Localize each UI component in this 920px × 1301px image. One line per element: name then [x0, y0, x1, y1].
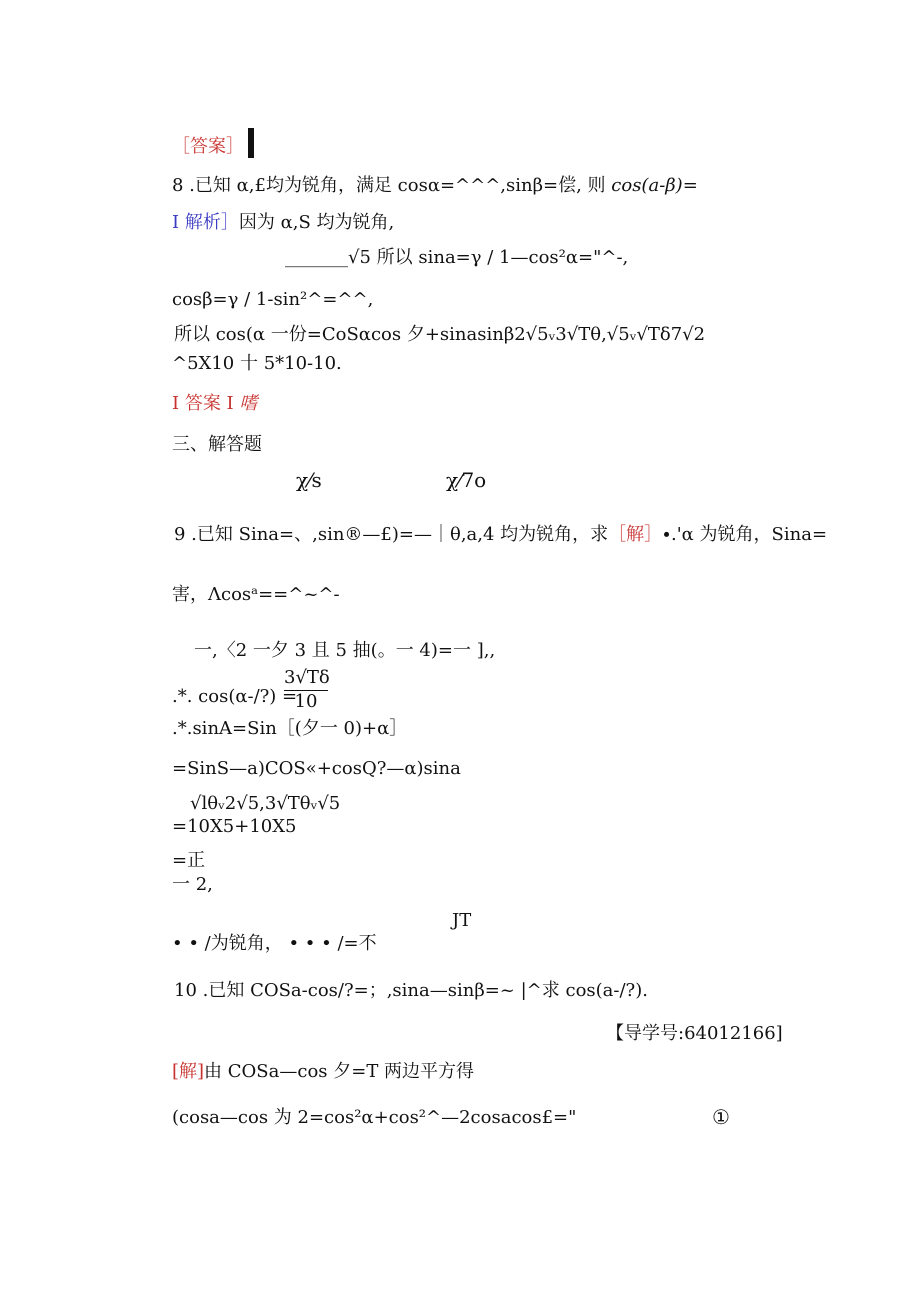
- analysis-8-line-4: 所以 cos(α 一份=CoSαcos 夕+sinasinβ2√5ᵥ3√Tθ,√5ᵥ√Tδ7√2: [174, 324, 706, 345]
- solution-9-line-1: 害，Λcosᵃ==^~^-: [172, 584, 340, 605]
- analysis-text: 因为 α,S 均为锐角,: [238, 212, 395, 233]
- equation-number-1: ①: [712, 1105, 730, 1129]
- fraction-3rt10-over-10: [284, 669, 328, 711]
- solution-label-10: [解]: [172, 1061, 205, 1082]
- solution-9-line-10: • • /为锐角， • • • /=不: [172, 933, 377, 954]
- solution-9-line-7: =10X5+10X5: [172, 816, 297, 837]
- solution-9-line-4: .*.sinA=Sin［(夕一 0)+α］: [172, 718, 408, 739]
- fraction-numerator: 3√Tδ: [284, 667, 330, 688]
- solution-9-line-9: 一 2,: [172, 874, 213, 895]
- solution-10-line-2: (cosa—cos 为 2=cos²α+cos²^—2cosacos£=": [172, 1107, 577, 1128]
- solution-10-line-1: [解]由 COSa—cos 夕=T 两边平方得: [172, 1061, 475, 1082]
- problem-8-stem: 8 .已知 α,£均为锐角，满足 cosα=^^^,sinβ=偿, 则 cos(a-β)=: [172, 175, 698, 196]
- answer-bar-mark: [248, 128, 254, 158]
- problem-8-target: cos(a-β)=: [611, 175, 698, 196]
- solution-9-line-2: 一,〈2 一夕 3 且 5 抽(。一 4)=一 ],,: [194, 640, 496, 661]
- analysis-8-line-1: [172, 214, 394, 232]
- problem-9-stem: 9 .已知 Sina=、,sin®—£)=—｜θ,a,4 均为锐角，求［解］∙.'α 为锐角，Sina=: [174, 524, 828, 545]
- answer-label-8: I 答案 I 嗜: [172, 393, 258, 414]
- solution-9-line-3: .*. cos(α-/?) =: [172, 686, 298, 707]
- answer-8-value: 嗜: [239, 393, 258, 414]
- solution-9-line-6: √lθᵥ2√5,3√Tθᵥ√5: [190, 793, 341, 814]
- problem-10-stem: 10 .已知 COSa-cos/?=；,sina—sinβ=~ |^求 cos(a-/?).: [174, 980, 648, 1001]
- solution-9-line-5: =SinS—a)COS«+cosQ?—α)sina: [172, 758, 461, 779]
- solution-9-jt: JT: [452, 910, 472, 931]
- stray-formula-2: χ⁄7o: [446, 468, 487, 492]
- analysis-8-line-5: ^5X10 十 5*10-10.: [172, 353, 342, 374]
- guide-number: 【导学号:64012166]: [606, 1023, 783, 1044]
- analysis-8-line-3: cosβ=γ / 1-sin²^=^^,: [172, 289, 374, 310]
- solution-label-9: ［解］: [608, 524, 663, 545]
- analysis-8-line-2: _______√5 所以 sina=γ / 1—cos²α="^-,: [285, 247, 629, 268]
- fraction-denominator: 10: [294, 691, 318, 712]
- stray-formula-1: χ⁄s: [296, 468, 322, 492]
- analysis-label: I 解析］: [172, 212, 239, 233]
- solution-9-line-8: =正: [172, 850, 206, 871]
- section-heading: 三、解答题: [172, 434, 262, 455]
- answer-label-7: ［答案］: [172, 128, 254, 158]
